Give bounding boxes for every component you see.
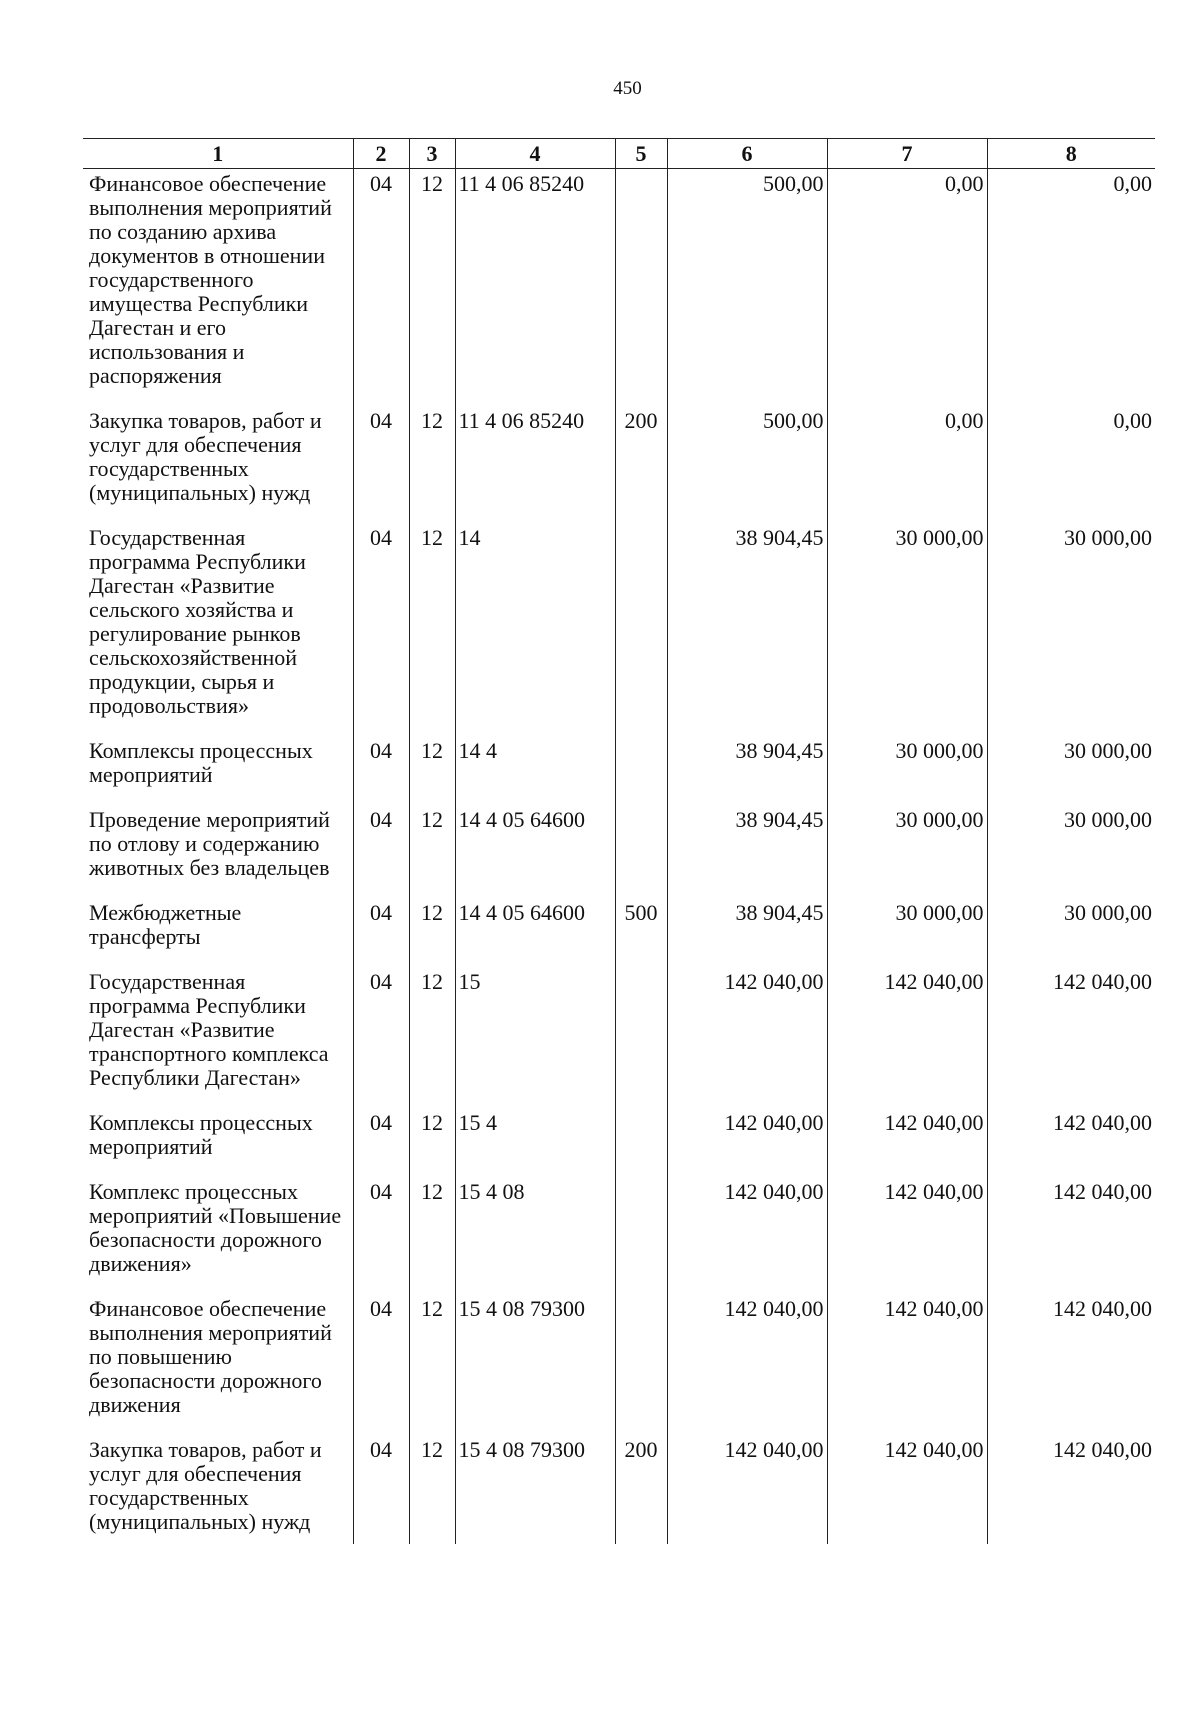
row-amount-7: 142 040,00 xyxy=(827,1435,987,1544)
col-header-7: 7 xyxy=(827,139,987,169)
row-section: 04 xyxy=(353,406,409,523)
row-amount-7: 30 000,00 xyxy=(827,898,987,967)
table-row xyxy=(83,406,1155,523)
row-amount-6: 142 040,00 xyxy=(667,1435,827,1544)
row-name: Комплекс процессных мероприятий «Повышение безопасности дорожного движения» xyxy=(89,1179,342,1276)
row-amount-7: 142 040,00 xyxy=(827,1108,987,1177)
table-row xyxy=(83,1177,1155,1294)
row-amount-7: 142 040,00 xyxy=(827,1294,987,1435)
table-row xyxy=(83,967,1155,1108)
row-amount-6: 142 040,00 xyxy=(667,967,827,1108)
row-subsection: 12 xyxy=(409,1177,455,1294)
row-name: Финансовое обеспечение выполнения мероприятий по повышению безопасности дорожного движения xyxy=(89,1296,332,1417)
row-amount-7: 0,00 xyxy=(827,406,987,523)
row-target-code: 15 4 08 xyxy=(455,1177,615,1294)
row-expense-type xyxy=(615,169,667,407)
row-name: Закупка товаров, работ и услуг для обеспечения государственных (муниципальных) нужд xyxy=(89,1437,322,1534)
row-amount-7: 142 040,00 xyxy=(827,1177,987,1294)
row-name: Комплексы процессных мероприятий xyxy=(89,738,313,787)
table-row xyxy=(83,1435,1155,1544)
row-subsection: 12 xyxy=(409,406,455,523)
row-section: 04 xyxy=(353,1108,409,1177)
row-name: Финансовое обеспечение выполнения мероприятий по созданию архива документов в отношении государственного имущества Республики Дагестан и его использования и распоряжения xyxy=(89,171,332,388)
row-target-code: 11 4 06 85240 xyxy=(455,406,615,523)
row-amount-6: 142 040,00 xyxy=(667,1177,827,1294)
row-subsection: 12 xyxy=(409,523,455,736)
row-section: 04 xyxy=(353,736,409,805)
row-expense-type: 200 xyxy=(615,1435,667,1544)
row-subsection: 12 xyxy=(409,967,455,1108)
budget-table xyxy=(83,138,1155,1544)
table-row xyxy=(83,169,1155,407)
row-target-code: 14 4 05 64600 xyxy=(455,805,615,898)
row-amount-6: 500,00 xyxy=(667,406,827,523)
row-amount-7: 30 000,00 xyxy=(827,805,987,898)
col-header-8: 8 xyxy=(987,139,1155,169)
row-section: 04 xyxy=(353,1177,409,1294)
row-expense-type xyxy=(615,736,667,805)
row-section: 04 xyxy=(353,1294,409,1435)
row-target-code: 14 4 05 64600 xyxy=(455,898,615,967)
row-amount-8: 142 040,00 xyxy=(987,967,1155,1108)
row-amount-7: 0,00 xyxy=(827,169,987,407)
row-expense-type xyxy=(615,523,667,736)
row-target-code: 15 xyxy=(455,967,615,1108)
row-subsection: 12 xyxy=(409,736,455,805)
table-row xyxy=(83,898,1155,967)
row-amount-8: 30 000,00 xyxy=(987,898,1155,967)
row-section: 04 xyxy=(353,523,409,736)
row-amount-6: 38 904,45 xyxy=(667,898,827,967)
row-target-code: 14 xyxy=(455,523,615,736)
row-expense-type xyxy=(615,967,667,1108)
row-amount-6: 38 904,45 xyxy=(667,523,827,736)
row-amount-6: 38 904,45 xyxy=(667,736,827,805)
col-header-5: 5 xyxy=(615,139,667,169)
row-name: Комплексы процессных мероприятий xyxy=(89,1110,313,1159)
table-row xyxy=(83,736,1155,805)
row-amount-6: 142 040,00 xyxy=(667,1108,827,1177)
row-subsection: 12 xyxy=(409,1294,455,1435)
row-section: 04 xyxy=(353,967,409,1108)
row-section: 04 xyxy=(353,1435,409,1544)
row-target-code: 15 4 08 79300 xyxy=(455,1435,615,1544)
row-subsection: 12 xyxy=(409,805,455,898)
col-header-2: 2 xyxy=(353,139,409,169)
row-amount-7: 30 000,00 xyxy=(827,736,987,805)
row-amount-8: 0,00 xyxy=(987,406,1155,523)
table-row xyxy=(83,523,1155,736)
row-amount-8: 142 040,00 xyxy=(987,1108,1155,1177)
row-amount-8: 30 000,00 xyxy=(987,736,1155,805)
table-row xyxy=(83,805,1155,898)
row-target-code: 14 4 xyxy=(455,736,615,805)
row-section: 04 xyxy=(353,805,409,898)
row-name: Государственная программа Республики Дагестан «Развитие транспортного комплекса Республики Дагестан» xyxy=(89,969,329,1090)
row-expense-type xyxy=(615,805,667,898)
col-header-6: 6 xyxy=(667,139,827,169)
row-amount-7: 30 000,00 xyxy=(827,523,987,736)
row-section: 04 xyxy=(353,169,409,407)
row-target-code: 15 4 xyxy=(455,1108,615,1177)
row-amount-6: 500,00 xyxy=(667,169,827,407)
row-name: Межбюджетные трансферты xyxy=(89,900,242,949)
table-row xyxy=(83,1108,1155,1177)
row-expense-type xyxy=(615,1177,667,1294)
row-subsection: 12 xyxy=(409,1435,455,1544)
row-amount-8: 0,00 xyxy=(987,169,1155,407)
header-row xyxy=(83,139,1155,169)
row-target-code: 15 4 08 79300 xyxy=(455,1294,615,1435)
row-subsection: 12 xyxy=(409,1108,455,1177)
row-name: Проведение мероприятий по отлову и содержанию животных без владельцев xyxy=(89,807,330,880)
col-header-4: 4 xyxy=(455,139,615,169)
row-amount-8: 142 040,00 xyxy=(987,1177,1155,1294)
row-subsection: 12 xyxy=(409,898,455,967)
col-header-3: 3 xyxy=(409,139,455,169)
row-subsection: 12 xyxy=(409,169,455,407)
row-amount-8: 30 000,00 xyxy=(987,805,1155,898)
page-number: 450 xyxy=(613,78,642,99)
row-expense-type: 200 xyxy=(615,406,667,523)
row-expense-type: 500 xyxy=(615,898,667,967)
row-amount-7: 142 040,00 xyxy=(827,967,987,1108)
row-amount-6: 38 904,45 xyxy=(667,805,827,898)
row-name: Закупка товаров, работ и услуг для обеспечения государственных (муниципальных) нужд xyxy=(89,408,322,505)
row-name: Государственная программа Республики Дагестан «Развитие сельского хозяйства и регулирование рынков сельскохозяйственной продукции, сырья и продовольствия» xyxy=(89,525,306,718)
row-amount-6: 142 040,00 xyxy=(667,1294,827,1435)
row-target-code: 11 4 06 85240 xyxy=(455,169,615,407)
row-amount-8: 142 040,00 xyxy=(987,1435,1155,1544)
row-section: 04 xyxy=(353,898,409,967)
table-row xyxy=(83,1294,1155,1435)
col-header-1: 1 xyxy=(83,139,353,169)
row-amount-8: 30 000,00 xyxy=(987,523,1155,736)
row-expense-type xyxy=(615,1108,667,1177)
row-amount-8: 142 040,00 xyxy=(987,1294,1155,1435)
row-expense-type xyxy=(615,1294,667,1435)
